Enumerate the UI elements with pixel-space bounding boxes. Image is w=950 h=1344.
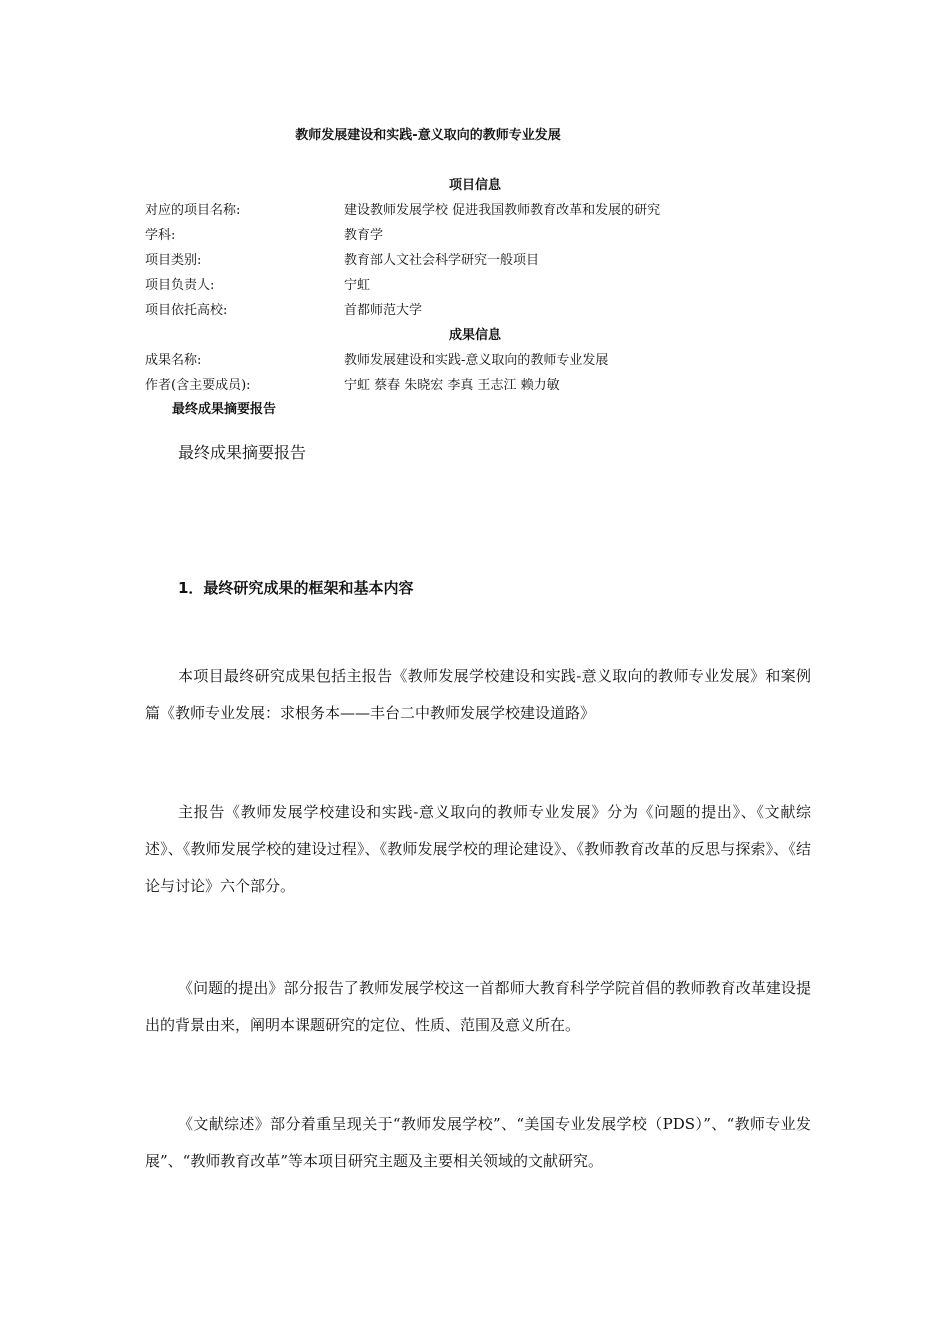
info-value: 宁虹 xyxy=(344,278,371,293)
paragraph: 《问题的提出》部分报告了教师发展学校这一首都师大教育科学学院首倡的教师教育改革建设提出的背景由来，阐明本课题研究的定位、性质、范围及意义所在。 xyxy=(145,979,811,1034)
info-value: 首都师范大学 xyxy=(344,303,423,318)
info-label: 项目负责人: xyxy=(145,278,215,293)
info-label: 项目依托高校: xyxy=(145,303,228,318)
info-value: 建设教师发展学校 促进我国教师教育改革和发展的研究 xyxy=(344,203,661,218)
info-value: 宁虹 蔡春 朱晓宏 李真 王志江 赖力敏 xyxy=(344,378,560,393)
summary-heading: 最终成果摘要报告 xyxy=(172,402,277,417)
info-label: 项目类别: xyxy=(145,253,202,268)
info-label: 对应的项目名称: xyxy=(145,203,241,218)
section-heading-framework: 1．最终研究成果的框架和基本内容 xyxy=(178,579,414,597)
info-label: 作者(含主要成员): xyxy=(145,378,251,393)
info-row-authors xyxy=(145,377,845,395)
info-row-project-name xyxy=(145,202,845,220)
info-label: 学科: xyxy=(145,228,176,243)
info-value: 教育部人文社会科学研究一般项目 xyxy=(344,253,540,268)
info-row-leader xyxy=(145,277,845,295)
info-label: 成果名称: xyxy=(145,353,202,368)
info-row-university xyxy=(145,302,845,320)
result-info-heading: 成果信息 xyxy=(448,328,501,343)
document-title: 教师发展建设和实践-意义取向的教师专业发展 xyxy=(295,128,561,143)
paragraph: 《文献综述》部分着重呈现关于“教师发展学校”、“美国专业发展学校（PDS）”、“教师专业发展”、“教师教育改革”等本项目研究主题及主要相关领域的文献研究。 xyxy=(145,1115,811,1170)
paragraph: 主报告《教师发展学校建设和实践-意义取向的教师专业发展》分为《问题的提出》、《文献综述》、《教师发展学校的建设过程》、《教师发展学校的理论建设》、《教师教育改革的反思与探索》、《结论与讨论》六个部分。 xyxy=(145,803,811,895)
info-value: 教师发展建设和实践-意义取向的教师专业发展 xyxy=(344,353,609,368)
summary-text: 最终成果摘要报告 xyxy=(178,443,307,462)
info-row-result-name xyxy=(145,352,845,370)
paragraph: 本项目最终研究成果包括主报告《教师发展学校建设和实践-意义取向的教师专业发展》和案例篇《教师专业发展：求根务本——丰台二中教师发展学校建设道路》 xyxy=(145,667,811,722)
info-value: 教育学 xyxy=(344,228,384,243)
project-info-heading: 项目信息 xyxy=(448,178,501,193)
info-row-category xyxy=(145,252,845,270)
info-row-subject xyxy=(145,227,845,245)
